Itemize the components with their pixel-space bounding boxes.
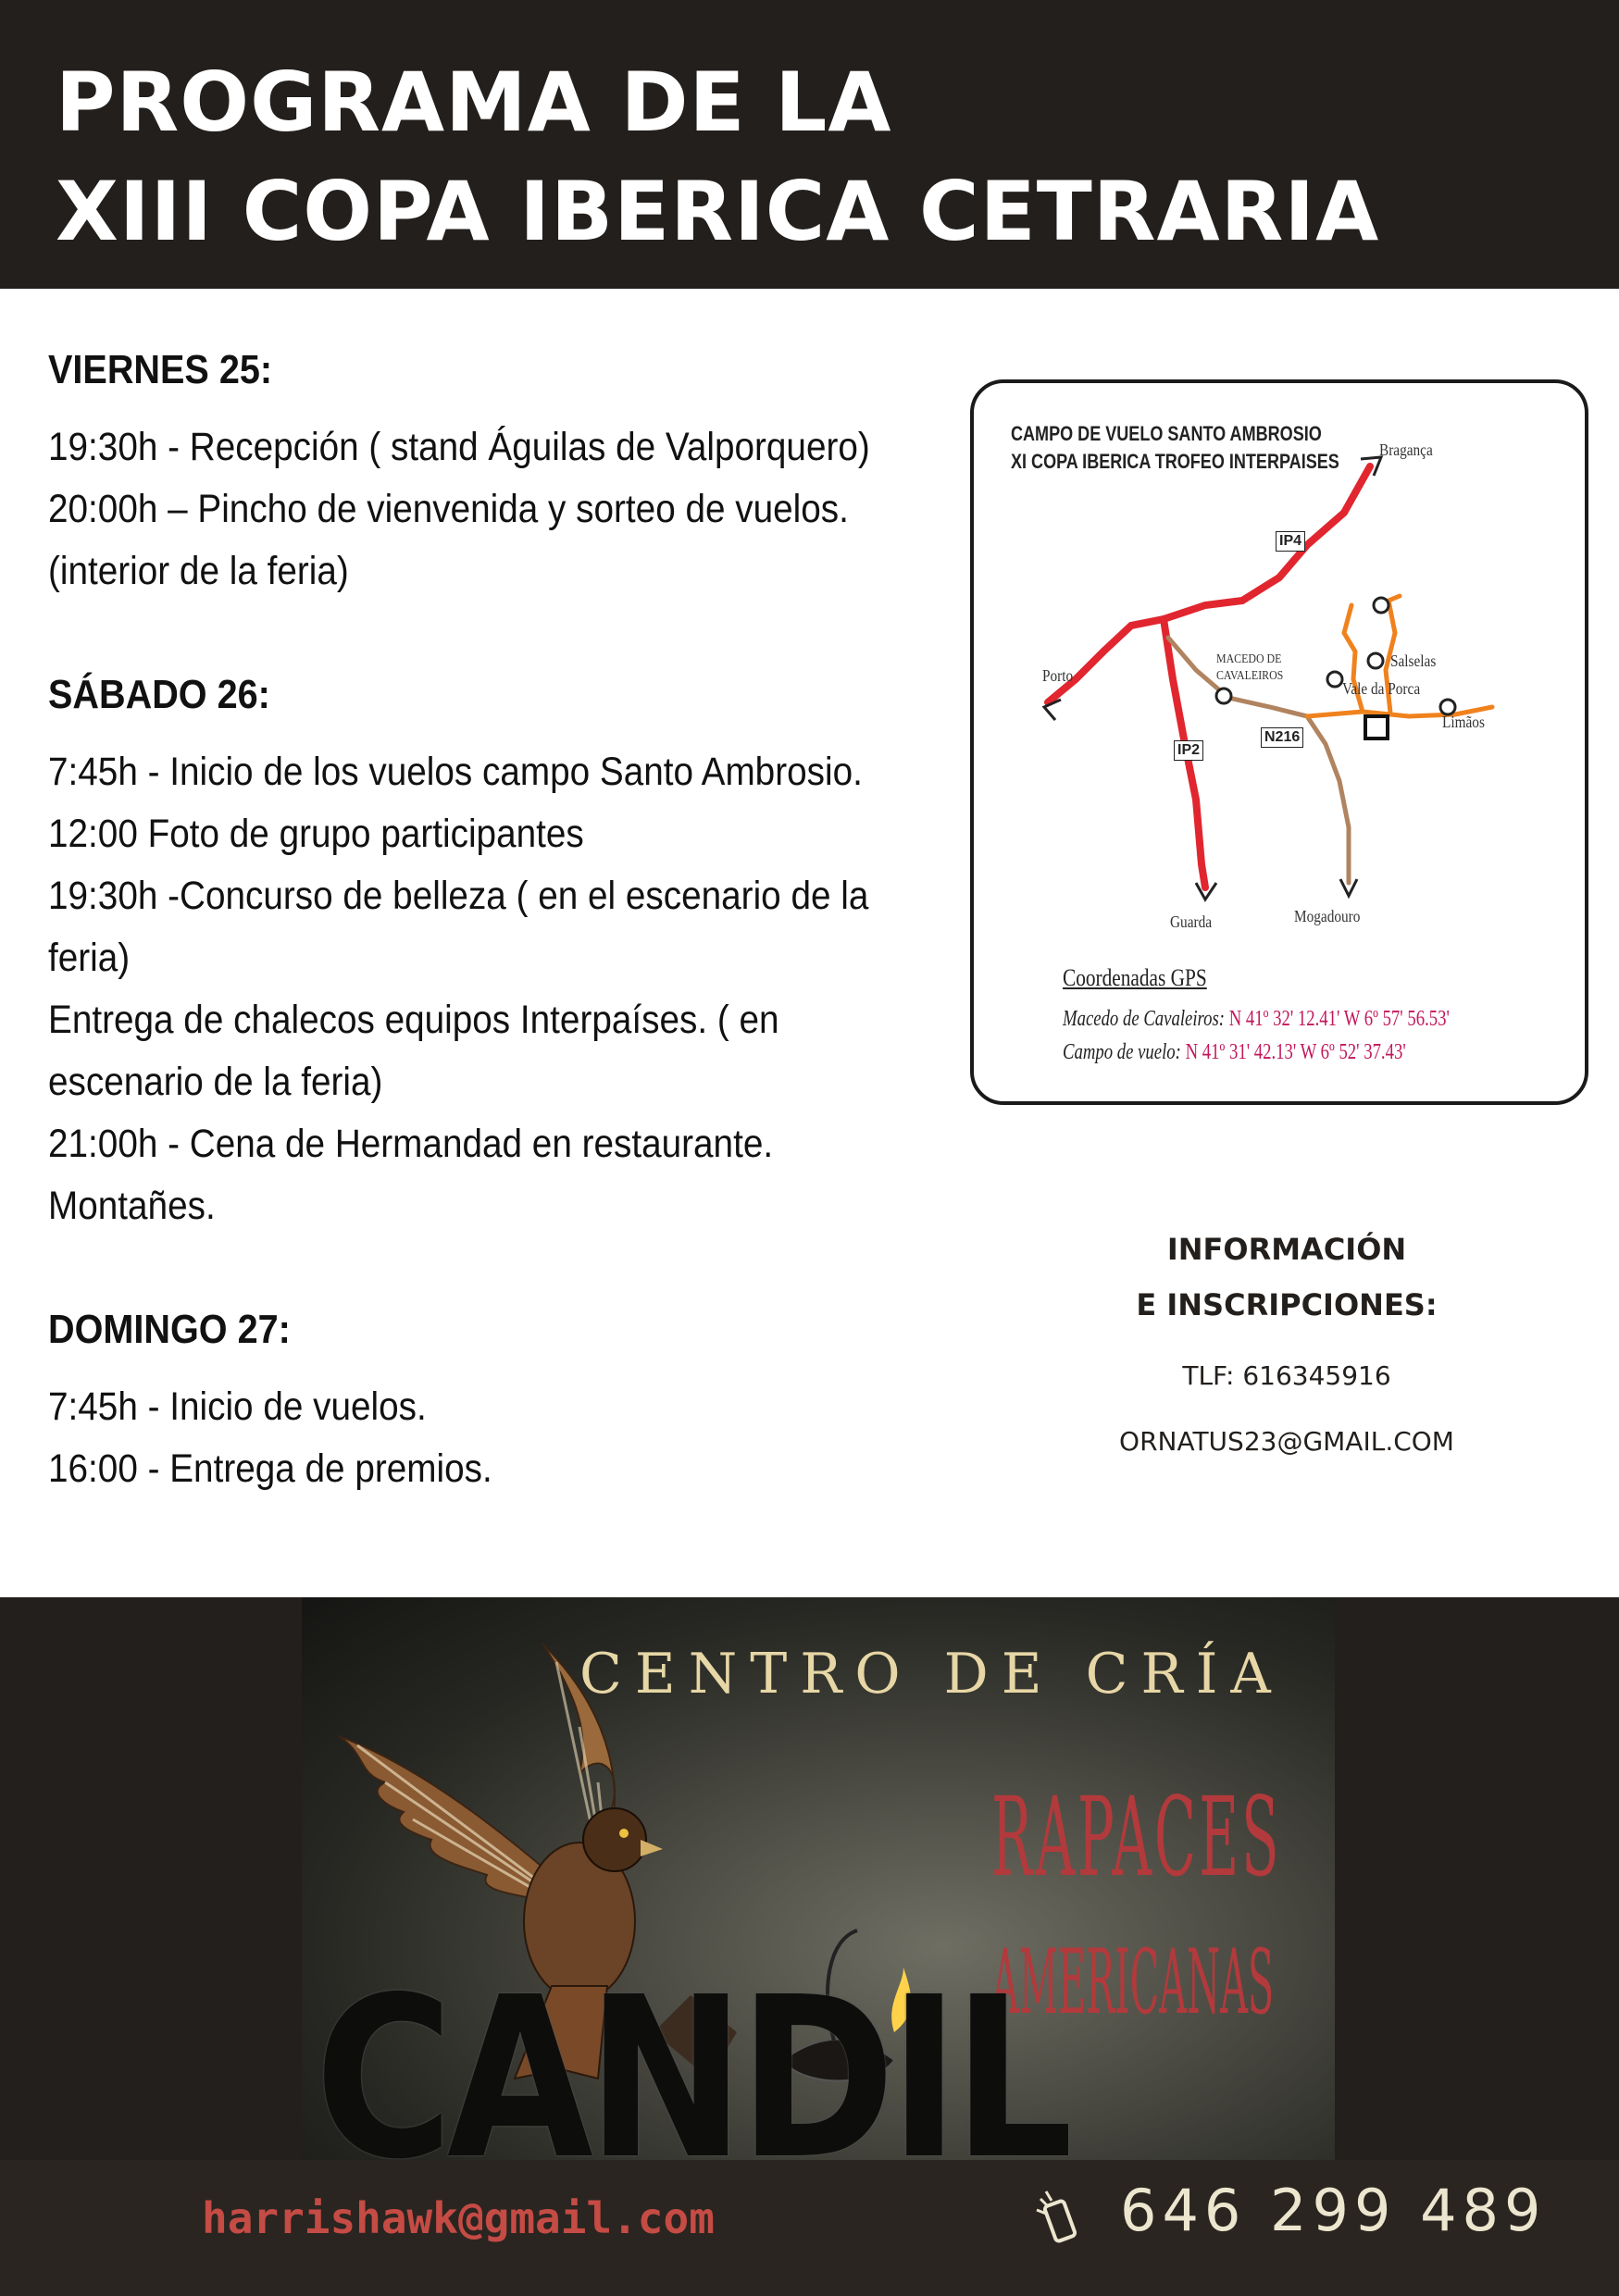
map-place-label-line: CAVALEIROS xyxy=(1216,669,1284,683)
day-lines xyxy=(48,1376,931,1500)
schedule-line: feria) xyxy=(48,936,131,980)
location-map xyxy=(970,379,1588,1105)
map-pin-icon xyxy=(1327,672,1342,687)
day-heading: SÁBADO 26: xyxy=(48,672,270,717)
map-title-line: CAMPO DE VUELO SANTO AMBROSIO xyxy=(1011,422,1322,445)
gps-line xyxy=(1063,1007,1450,1032)
day-block-viernes xyxy=(48,342,937,602)
map-place-label: Guarda xyxy=(1170,912,1213,931)
map-place-label: Bragança xyxy=(1379,441,1433,459)
hawk-wing-left xyxy=(339,1736,552,1901)
banner-rapaces: RAPACES xyxy=(991,1773,1282,1901)
schedule-line: 7:45h - Inicio de los vuelos campo Santo Ambrosio. xyxy=(48,750,863,794)
hawk-eye xyxy=(619,1829,629,1838)
schedule-line: 21:00h - Cena de Hermandad en restaurante. xyxy=(48,1122,774,1166)
map-title xyxy=(1011,420,1339,476)
day-heading: VIERNES 25: xyxy=(48,347,273,392)
schedule-line: 19:30h - Recepción ( stand Águilas de Valporquero) xyxy=(48,425,870,469)
map-place-label: Salselas xyxy=(1390,652,1437,670)
schedule-line: (interior de la feria) xyxy=(48,549,349,593)
road-tag: N216 xyxy=(1261,727,1303,748)
sponsor-photo xyxy=(302,1597,1335,2160)
day-lines xyxy=(48,741,931,1237)
banner-americanas: AMERICANAS xyxy=(991,1930,1275,2034)
title-line-1: PROGRAMA DE LA xyxy=(56,55,892,150)
map-place-label xyxy=(1216,652,1283,685)
title-line-2: XIII COPA IBERICA CETRARIA xyxy=(56,164,1380,259)
map-title-line: XI COPA IBERICA TROFEO INTERPAISES xyxy=(1011,450,1339,473)
map-place-label: Vale da Porca xyxy=(1342,679,1421,698)
mobile-phone-icon xyxy=(1035,2186,1090,2251)
info-heading-line: INFORMACIÓN xyxy=(1166,1232,1407,1267)
gps-line xyxy=(1063,1040,1406,1065)
schedule-line: 19:30h -Concurso de belleza ( en el escenario de la xyxy=(48,874,869,918)
map-place-label: Porto xyxy=(1042,666,1074,685)
hawk-head xyxy=(583,1808,646,1871)
road-ip4 xyxy=(1048,466,1370,702)
schedule-line: 20:00h – Pincho de vienvenida y sorteo de vuelos. xyxy=(48,487,849,531)
schedule-line: escenario de la feria) xyxy=(48,1060,383,1104)
gps-label: Campo de vuelo: xyxy=(1063,1040,1181,1064)
map-pin-icon xyxy=(1368,653,1383,668)
sponsor-email: harrishawk@gmail.com xyxy=(202,2193,715,2243)
sponsor-phone: 646 299 489 xyxy=(1120,2177,1547,2244)
day-block-sabado xyxy=(48,667,937,1237)
page-title xyxy=(56,48,1379,267)
info-phone: TLF: 616345916 xyxy=(1182,1360,1391,1391)
schedule-line: Entrega de chalecos equipos Interpaíses. ( en xyxy=(48,998,779,1042)
gps-title: Coordenadas GPS xyxy=(1063,964,1207,991)
map-place-label: Limãos xyxy=(1442,713,1485,731)
info-email: ORNATUS23@GMAIL.COM xyxy=(1119,1426,1454,1457)
gps-coord: N 41º 31' 42.13' W 6º 52' 37.43' xyxy=(1185,1040,1406,1064)
map-place-label: Mogadouro xyxy=(1294,907,1361,925)
hawk-beak xyxy=(641,1840,663,1856)
map-pin-icon xyxy=(1374,598,1389,613)
schedule-line: 7:45h - Inicio de vuelos. xyxy=(48,1384,427,1429)
day-block-domingo xyxy=(48,1302,937,1500)
road-tag: IP2 xyxy=(1174,740,1203,761)
banner-heading: CENTRO DE CRÍA xyxy=(579,1642,1284,1706)
header-banner xyxy=(0,0,1619,289)
schedule-line: 12:00 Foto de grupo participantes xyxy=(48,812,584,856)
day-heading: DOMINGO 27: xyxy=(48,1307,291,1352)
gps-label: Macedo de Cavaleiros: xyxy=(1063,1007,1226,1031)
info-block xyxy=(1018,1222,1555,1457)
info-heading-line: E INSCRIPCIONES: xyxy=(1136,1287,1438,1322)
road-tag: IP4 xyxy=(1276,531,1305,552)
gps-coord: N 41º 32' 12.41' W 6º 57' 56.53' xyxy=(1228,1007,1450,1031)
day-lines xyxy=(48,416,931,602)
map-pin-icon xyxy=(1216,689,1231,703)
flying-field-marker-icon xyxy=(1365,716,1388,738)
schedule-line: Montañes. xyxy=(48,1184,216,1228)
candil-logo: CANDIL xyxy=(315,1949,1067,2160)
schedule xyxy=(48,342,937,1565)
schedule-line: 16:00 - Entrega de premios. xyxy=(48,1446,492,1491)
map-place-label-line: MACEDO DE xyxy=(1216,652,1282,666)
